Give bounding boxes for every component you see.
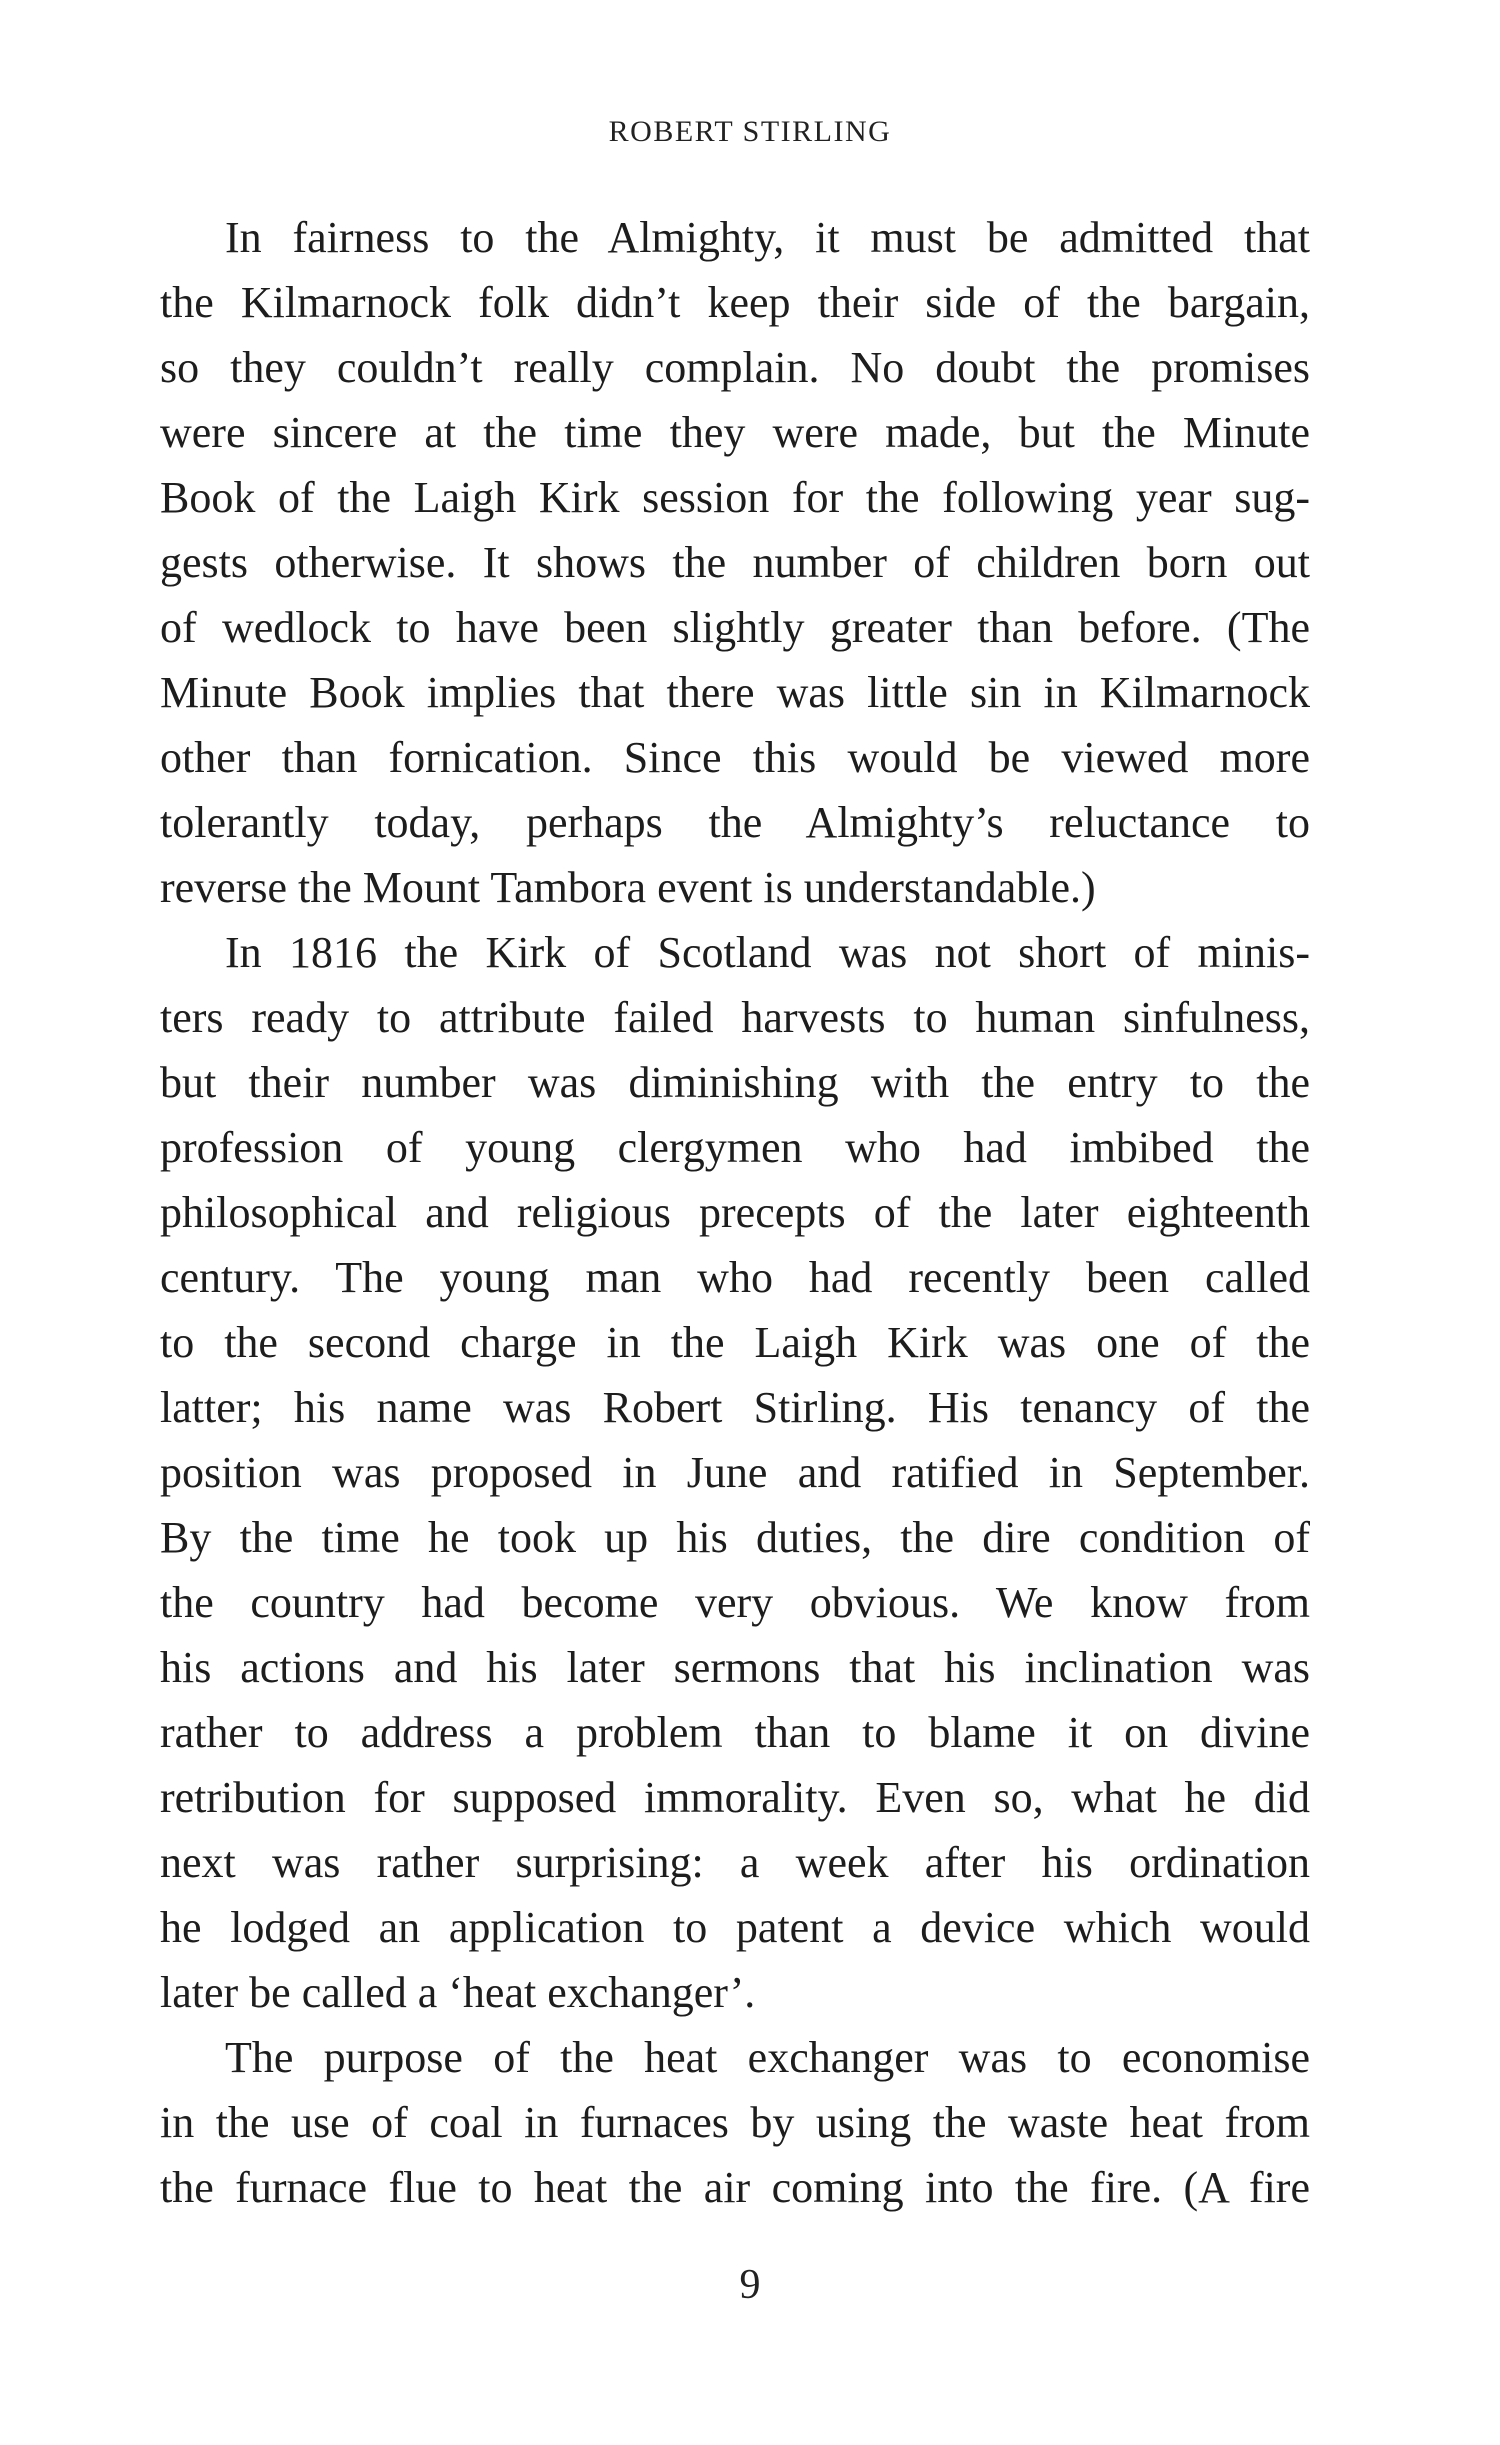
- text-line: later be called a ‘heat exchanger’.: [160, 1968, 756, 2017]
- text-line: profession of young clergymen who had imbibed the: [160, 1123, 1310, 1172]
- text-line: tolerantly today, perhaps the Almighty’s reluctance to: [160, 798, 1310, 847]
- text-line: philosophical and religious precepts of the later eighteenth: [160, 1188, 1310, 1237]
- paragraph-1: [160, 205, 1310, 920]
- text-line: to the second charge in the Laigh Kirk was one of the: [160, 1318, 1310, 1367]
- text-line: latter; his name was Robert Stirling. His tenancy of the: [160, 1383, 1310, 1432]
- text-line: so they couldn’t really complain. No doubt the promises: [160, 343, 1310, 392]
- text-line: he lodged an application to patent a device which would: [160, 1903, 1310, 1952]
- text-line: the country had become very obvious. We know from: [160, 1578, 1310, 1627]
- text-line: position was proposed in June and ratified in September.: [160, 1448, 1310, 1497]
- text-line: century. The young man who had recently been called: [160, 1253, 1310, 1302]
- paragraph-2: [160, 920, 1310, 2025]
- text-line: In fairness to the Almighty, it must be admitted that: [225, 213, 1310, 262]
- text-line: The purpose of the heat exchanger was to economise: [225, 2033, 1310, 2082]
- text-line: the furnace flue to heat the air coming into the fire. (A fire: [160, 2163, 1310, 2212]
- text-line: In 1816 the Kirk of Scotland was not short of minis-: [225, 928, 1310, 977]
- text-line: other than fornication. Since this would be viewed more: [160, 733, 1310, 782]
- text-line: By the time he took up his duties, the dire condition of: [160, 1513, 1310, 1562]
- running-head: ROBERT STIRLING: [608, 115, 892, 148]
- body-text: [160, 205, 1310, 2220]
- paragraph-3: [160, 2025, 1310, 2220]
- text-line: were sincere at the time they were made, but the Minute: [160, 408, 1310, 457]
- text-line: of wedlock to have been slightly greater than before. (The: [160, 603, 1310, 652]
- text-line: rather to address a problem than to blame it on divine: [160, 1708, 1310, 1757]
- text-line: his actions and his later sermons that his inclination was: [160, 1643, 1310, 1692]
- text-line: retribution for supposed immorality. Even so, what he did: [160, 1773, 1310, 1822]
- text-line: Book of the Laigh Kirk session for the following year sug-: [160, 473, 1310, 522]
- text-line: gests otherwise. It shows the number of children born out: [160, 538, 1310, 587]
- page-number: 9: [739, 2262, 761, 2308]
- text-line: Minute Book implies that there was little sin in Kilmarnock: [160, 668, 1310, 717]
- text-line: the Kilmarnock folk didn’t keep their side of the bargain,: [160, 278, 1310, 327]
- text-line: ters ready to attribute failed harvests to human sinfulness,: [160, 993, 1310, 1042]
- text-line: in the use of coal in furnaces by using the waste heat from: [160, 2098, 1310, 2147]
- text-line: reverse the Mount Tambora event is understandable.): [160, 863, 1096, 912]
- text-line: but their number was diminishing with the entry to the: [160, 1058, 1310, 1107]
- text-line: next was rather surprising: a week after his ordination: [160, 1838, 1310, 1887]
